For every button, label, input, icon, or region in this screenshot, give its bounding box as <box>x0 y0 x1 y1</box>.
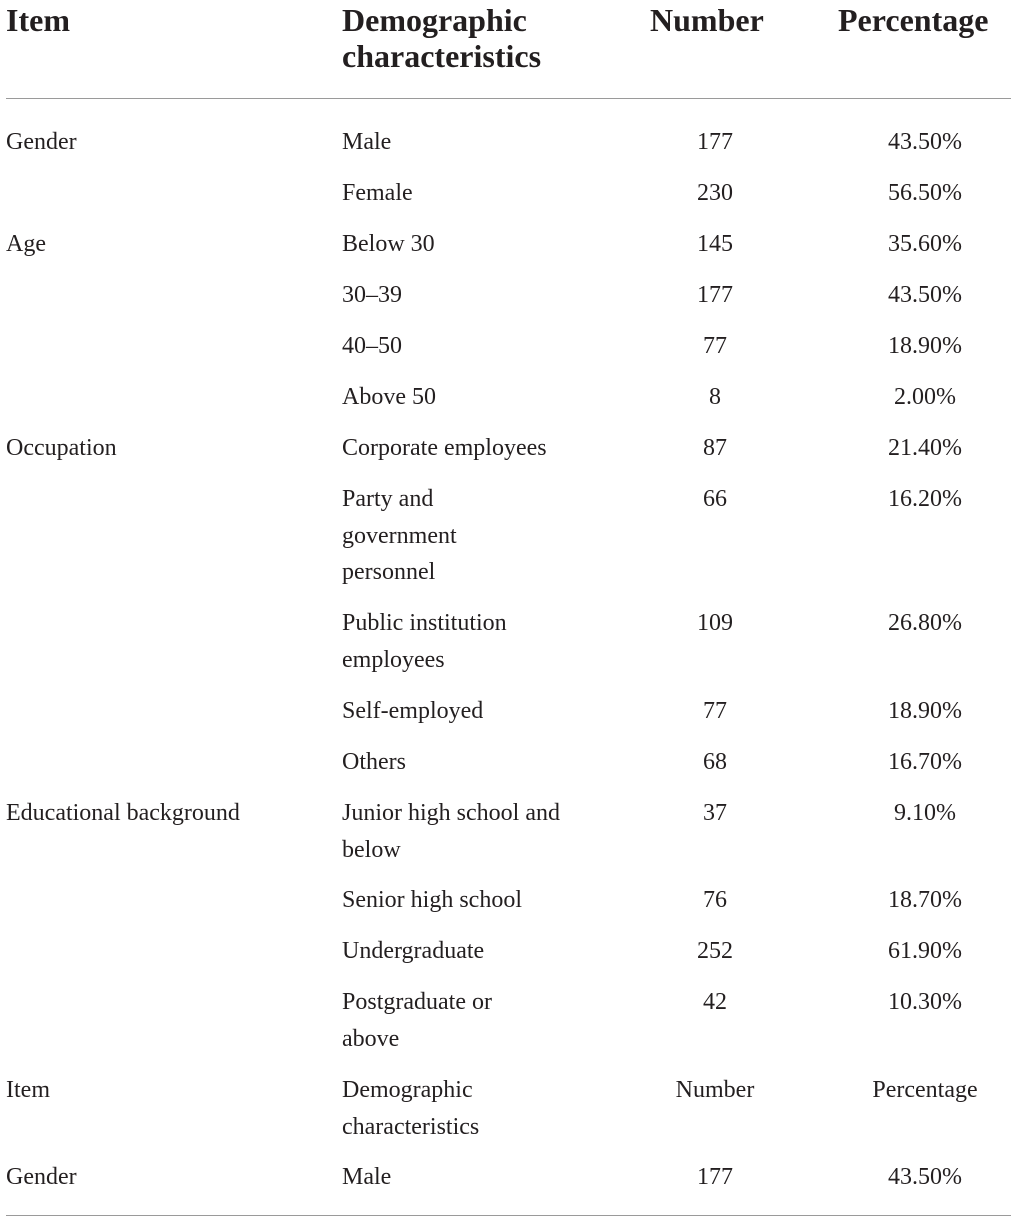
header-rule <box>6 98 1011 99</box>
table-cell-characteristic: 30–39 <box>342 282 402 308</box>
header-item: Item <box>6 2 70 38</box>
table-cell-characteristic: Male <box>342 1164 392 1190</box>
table-cell-characteristic: Party and government personnel <box>342 486 457 585</box>
table-cell-percentage: 2.00% <box>894 384 956 410</box>
table-cell-percentage: 18.90% <box>888 698 962 724</box>
table-cell-percentage: 18.70% <box>888 887 962 913</box>
table-cell-number: 109 <box>697 610 733 636</box>
table-cell-characteristic: Junior high school and below <box>342 800 560 863</box>
table-cell-characteristic: Undergraduate <box>342 938 485 964</box>
table-cell-characteristic: Demographic characteristics <box>342 1077 480 1140</box>
table-cell-item: Item <box>6 1077 50 1103</box>
table-cell-characteristic: Below 30 <box>342 231 435 257</box>
table-cell-number: 37 <box>703 800 727 826</box>
table-cell-percentage: 43.50% <box>888 282 962 308</box>
table-cell-characteristic: Male <box>342 129 392 155</box>
table-cell-characteristic: 40–50 <box>342 333 402 359</box>
table-cell-percentage: 56.50% <box>888 180 962 206</box>
table-cell-item: Occupation <box>6 435 117 461</box>
table-cell-characteristic: Above 50 <box>342 384 436 410</box>
header-demographic-line1: Demographic <box>342 2 527 38</box>
table-cell-number: 77 <box>703 333 727 359</box>
table-cell-number: Number <box>675 1077 755 1103</box>
table-cell-number: 76 <box>703 887 727 913</box>
table-cell-number: 230 <box>697 180 733 206</box>
table-cell-percentage: 16.70% <box>888 749 962 775</box>
table-cell-percentage: 16.20% <box>888 486 962 512</box>
header-demographic-line2: characteristics <box>342 38 542 74</box>
table-cell-characteristic: Public institution employees <box>342 610 507 673</box>
table-cell-number: 87 <box>703 435 727 461</box>
table-cell-characteristic: Self-employed <box>342 698 484 724</box>
bottom-rule <box>6 1215 1011 1216</box>
table-cell-number: 177 <box>697 282 733 308</box>
table-cell-percentage: 18.90% <box>888 333 962 359</box>
table-cell-number: 8 <box>709 384 721 410</box>
header-demographic <box>342 2 541 74</box>
table-cell-item: Gender <box>6 1164 77 1190</box>
table-cell-item: Gender <box>6 129 77 155</box>
table-cell-item: Educational background <box>6 800 240 826</box>
table-cell-percentage: 43.50% <box>888 1164 962 1190</box>
table-header <box>0 0 1017 100</box>
table-cell-percentage: 35.60% <box>888 231 962 257</box>
table-cell-characteristic: Senior high school <box>342 887 522 913</box>
table-cell-number: 145 <box>697 231 733 257</box>
table-cell-number: 68 <box>703 749 727 775</box>
table-cell-percentage: 61.90% <box>888 938 962 964</box>
table-cell-number: 252 <box>697 938 733 964</box>
table-cell-characteristic: Postgraduate or above <box>342 989 492 1052</box>
table-cell-percentage: Percentage <box>872 1077 978 1103</box>
table-cell-characteristic: Female <box>342 180 413 206</box>
table-cell-item: Age <box>6 231 46 257</box>
header-percentage: Percentage <box>838 2 989 38</box>
table-cell-percentage: 9.10% <box>894 800 956 826</box>
table-cell-number: 42 <box>703 989 727 1015</box>
table-cell-number: 177 <box>697 129 733 155</box>
header-number: Number <box>650 2 764 38</box>
table-cell-number: 77 <box>703 698 727 724</box>
table-cell-characteristic: Others <box>342 749 406 775</box>
table-cell-number: 177 <box>697 1164 733 1190</box>
table-cell-number: 66 <box>703 486 727 512</box>
table-cell-percentage: 43.50% <box>888 129 962 155</box>
table-cell-characteristic: Corporate employees <box>342 435 547 461</box>
table-cell-percentage: 10.30% <box>888 989 962 1015</box>
table-cell-percentage: 21.40% <box>888 435 962 461</box>
table-cell-percentage: 26.80% <box>888 610 962 636</box>
